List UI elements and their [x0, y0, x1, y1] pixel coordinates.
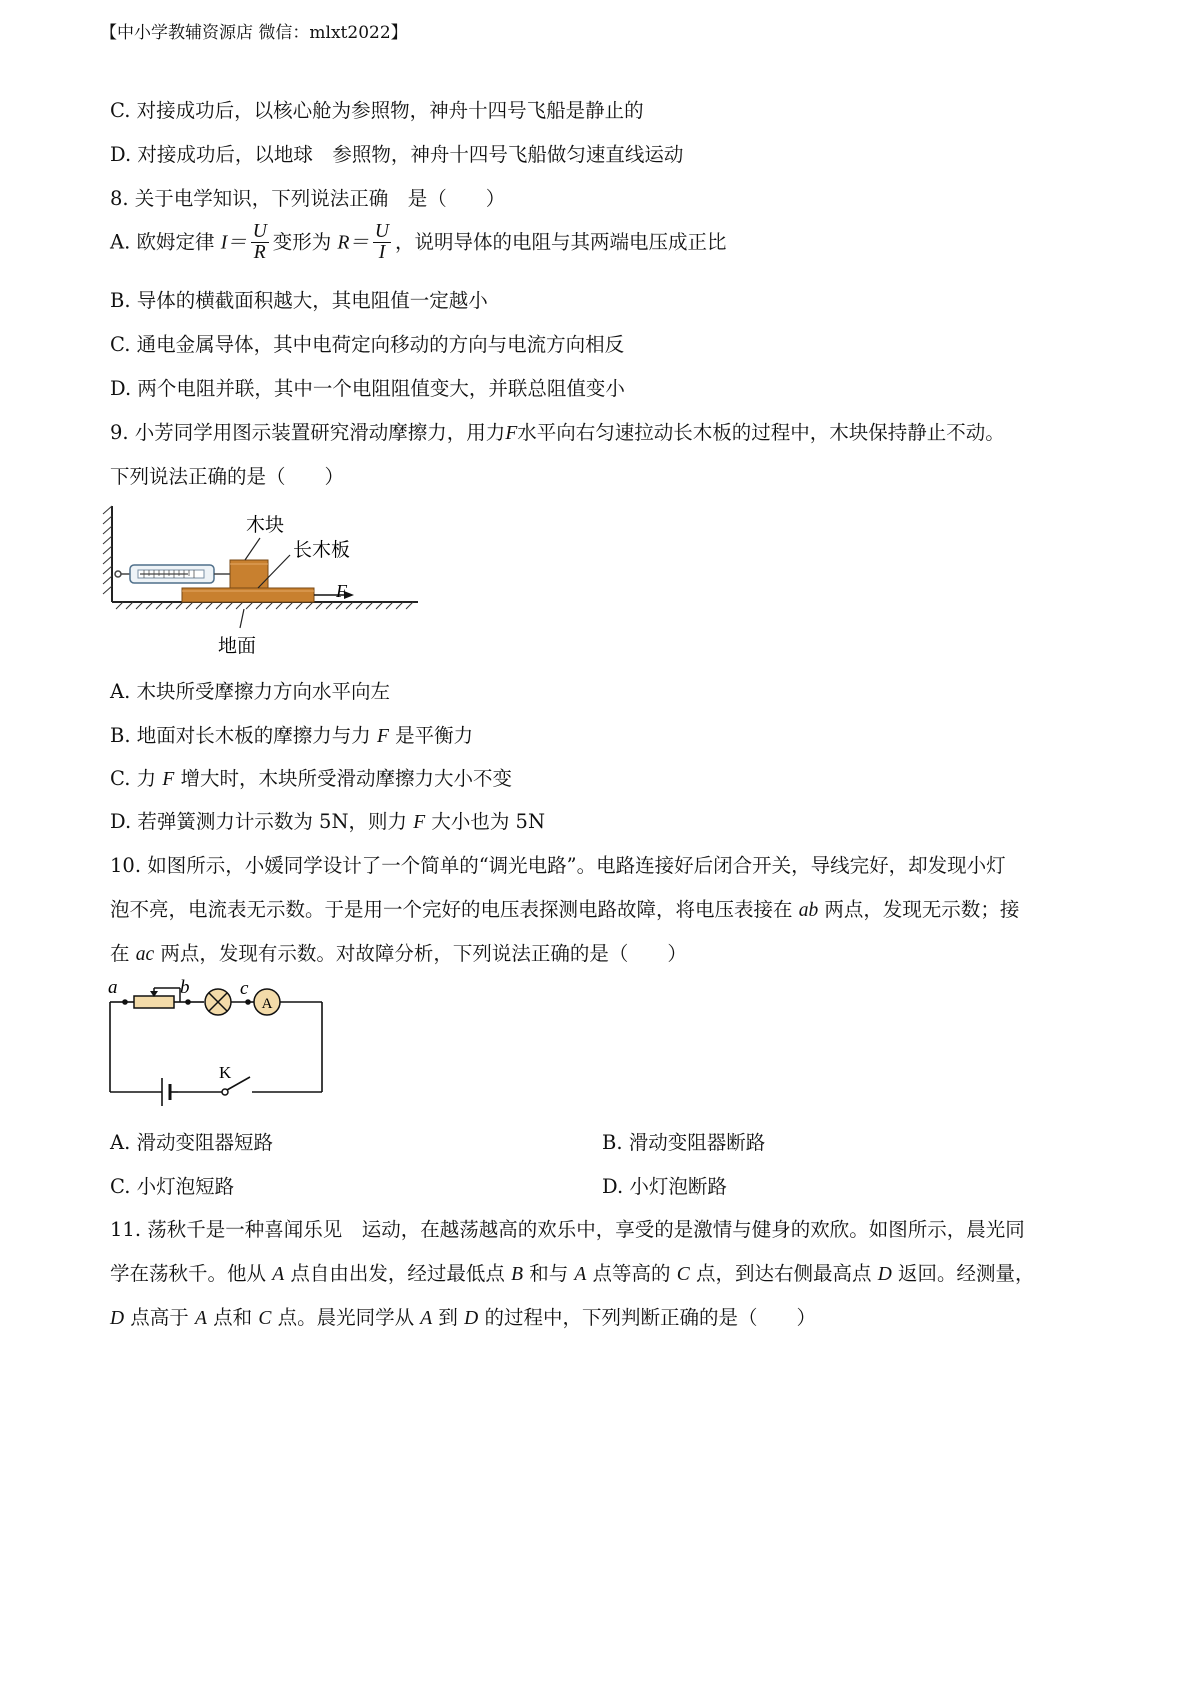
q8-a-prefix: A. 欧姆定律	[110, 230, 215, 254]
q9-d-force: F	[413, 812, 426, 833]
spring-scale	[130, 565, 214, 583]
q11-point-a: A	[574, 1264, 587, 1285]
q11-point-a: A	[420, 1308, 433, 1329]
q11-stem-line3	[110, 1302, 816, 1330]
q10-stem2-ab: ab	[798, 900, 819, 921]
wall-hook	[115, 571, 121, 577]
q11-point-d: D	[877, 1264, 892, 1285]
q8-a-suffix: ，说明导体的电阻与其两端电压成正比	[395, 230, 727, 254]
block-label: 木块	[246, 514, 285, 536]
header-watermark: 【中小学教辅资源店 微信：mlxt2022】	[100, 23, 408, 43]
q10-option-a: A. 滑动变阻器短路	[110, 1131, 273, 1154]
q10-option-c: C. 小灯泡短路	[110, 1175, 235, 1198]
q11-stem3-part1: 点高于	[130, 1306, 189, 1329]
q11-point-a: A	[272, 1264, 285, 1285]
ground-label: 地面	[218, 635, 257, 657]
q11-point-d: D	[464, 1308, 479, 1329]
q8-a-fraction-1-denominator: R	[253, 242, 266, 264]
q9-option-d	[110, 806, 545, 834]
q8-a-fraction-2-denominator: I	[378, 242, 386, 264]
q10-option-d: D. 小灯泡断路	[602, 1175, 727, 1198]
q8-a-fraction-2-numerator: U	[374, 221, 390, 242]
q10-stem-line2	[110, 894, 1019, 922]
q8-a-fraction-1-numerator: U	[252, 221, 267, 242]
q9-option-b	[110, 720, 473, 748]
q11-stem2-part4: 点等高的	[592, 1262, 671, 1285]
ammeter-label: A	[261, 996, 273, 1012]
q7-option-c: C. 对接成功后，以核心舱为参照物，神舟十四号飞船是静止的	[110, 99, 644, 122]
rheostat	[134, 996, 174, 1008]
q9-stem-part2: 水平向右匀速拉动长木板的过程中，木块保持静止不动。	[517, 421, 1005, 444]
q10-option-b: B. 滑动变阻器断路	[602, 1131, 766, 1154]
q10-stem3-part2: 两点，发现有示数。对故障分析，下列说法正确的是（ ）	[160, 942, 687, 965]
q8-a-fraction-2	[373, 222, 391, 264]
q9-option-a: A. 木块所受摩擦力方向水平向左	[110, 680, 390, 703]
q9-b-part2: 是平衡力	[395, 724, 474, 747]
node-a-label: a	[108, 977, 118, 998]
q11-point-c: C	[258, 1308, 272, 1329]
q9-stem-line1	[110, 417, 1005, 445]
q10-stem-line1: 10. 如图所示，小媛同学设计了一个简单的“调光电路”。电路连接好后闭合开关，导线完好，却发现小灯	[110, 854, 1006, 877]
ground-hatching	[116, 602, 413, 609]
q11-stem3-part4: 到	[438, 1306, 458, 1329]
q11-point-c: C	[676, 1264, 690, 1285]
q8-a-eq2-left: R＝	[337, 232, 369, 254]
q10-stem3-ac: ac	[135, 944, 155, 965]
board-label: 长木板	[293, 539, 351, 561]
q8-option-c: C. 通电金属导体，其中电荷定向移动的方向与电流方向相反	[110, 333, 625, 356]
q9-stem-part1: 9. 小芳同学用图示装置研究滑动摩擦力，用力	[110, 421, 506, 444]
q9-b-force: F	[376, 726, 389, 747]
q9-d-part2: 大小也为 5N	[431, 810, 546, 833]
q11-stem2-part1: 学在荡秋千。他从	[110, 1262, 267, 1285]
q9-stem-force: F	[505, 423, 518, 444]
q9-d-part1: D. 若弹簧测力计示数为 5N，则力	[110, 810, 408, 833]
q11-stem3-part2: 点和	[213, 1306, 253, 1329]
q10-stem2-part2: 两点，发现无示数；接	[824, 898, 1020, 921]
q9-stem-line2: 下列说法正确的是（ ）	[110, 465, 345, 488]
q8-a-fraction-1	[251, 222, 269, 264]
node-c-label: c	[240, 978, 249, 999]
q11-stem-line2	[110, 1258, 1035, 1286]
q8-option-d: D. 两个电阻并联，其中一个电阻阻值变大，并联总阻值变小	[110, 377, 625, 400]
q9-c-part2: 增大时，木块所受滑动摩擦力大小不变	[180, 767, 512, 790]
q8-option-b: B. 导体的横截面积越大，其电阻值一定越小	[110, 289, 488, 312]
node-b-label: b	[180, 977, 190, 998]
q10-stem-line3	[110, 938, 687, 966]
dimmer-circuit-figure	[100, 970, 330, 1120]
q11-point-b: B	[511, 1264, 523, 1285]
q11-stem2-part3: 和与	[529, 1262, 569, 1285]
q11-point-d: D	[110, 1308, 125, 1329]
q8-a-middle: 变形为	[272, 230, 332, 254]
long-board	[182, 588, 314, 602]
q11-stem2-part2: 点自由出发，经过最低点	[290, 1262, 505, 1285]
switch-label: K	[219, 1063, 232, 1082]
q8-stem: 8. 关于电学知识，下列说法正确 是（ ）	[110, 187, 506, 210]
q11-stem3-part5: 的过程中，下列判断正确的是（ ）	[484, 1306, 816, 1329]
q9-c-force: F	[162, 769, 175, 790]
friction-apparatus-figure	[100, 500, 430, 670]
q10-stem3-part1: 在	[110, 942, 130, 965]
q11-point-a: A	[195, 1308, 207, 1329]
q8-option-a	[110, 222, 727, 264]
q9-b-part1: B. 地面对长木板的摩擦力与力	[110, 724, 371, 747]
q11-stem2-part6: 返回。经测量，	[897, 1262, 1035, 1285]
force-label: F	[336, 581, 347, 601]
q9-option-c	[110, 763, 512, 791]
q9-c-part1: C. 力	[110, 767, 157, 790]
q8-a-eq1-left: I＝	[220, 232, 247, 254]
q7-option-d: D. 对接成功后，以地球 参照物，神舟十四号飞船做匀速直线运动	[110, 143, 684, 166]
q11-stem2-part5: 点，到达右侧最高点	[695, 1262, 872, 1285]
q11-stem3-part3: 点。晨光同学从	[277, 1306, 415, 1329]
q10-stem2-part1: 泡不亮，电流表无示数。于是用一个完好的电压表探测电路故障，将电压表接在	[110, 898, 793, 921]
q11-stem-line1: 11. 荡秋千是一种喜闻乐见 运动，在越荡越高的欢乐中，享受的是激情与健身的欢欣。如图所示，晨光同	[110, 1218, 1025, 1241]
